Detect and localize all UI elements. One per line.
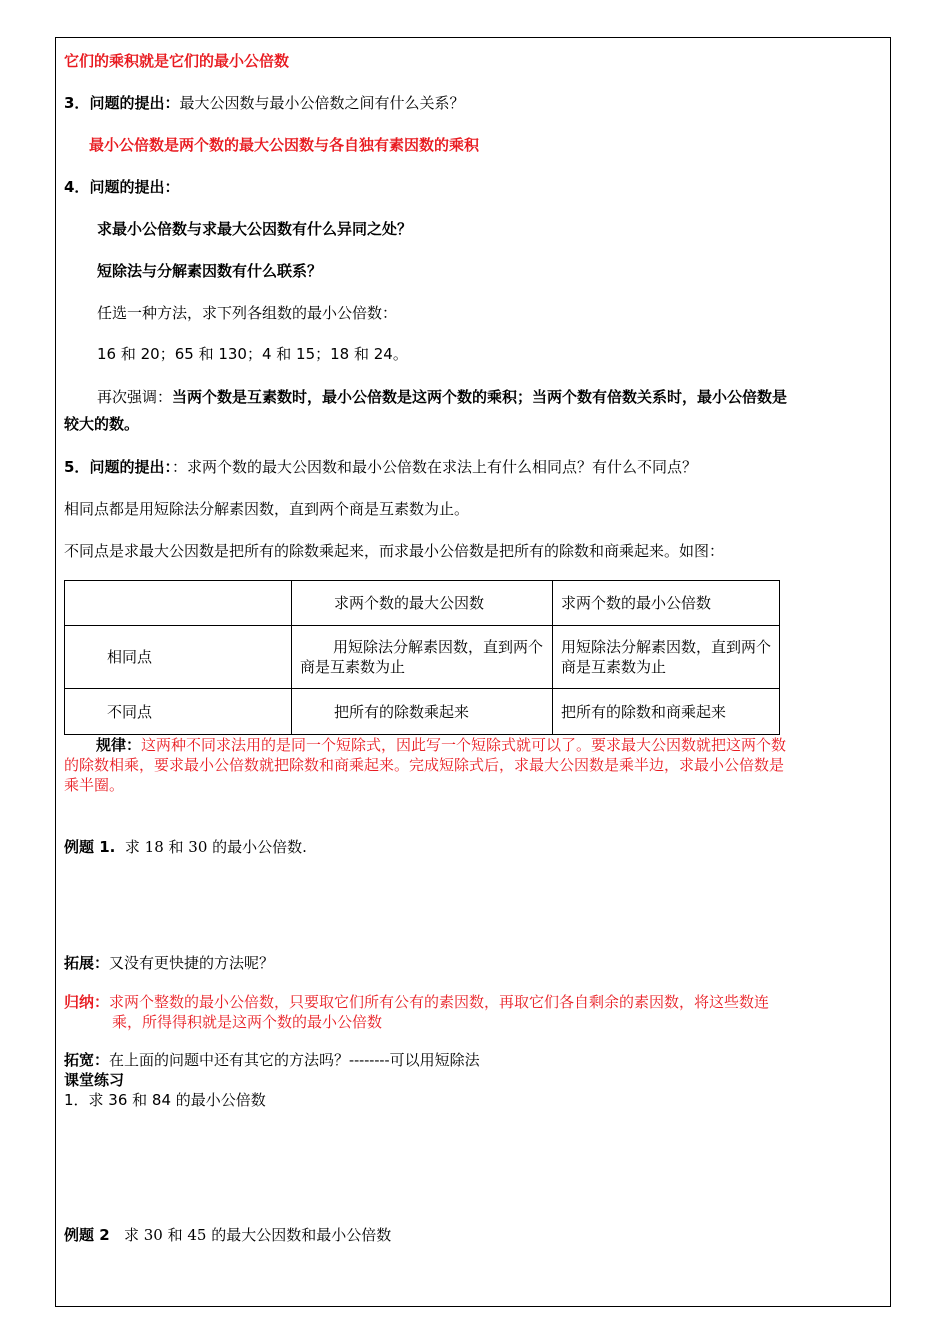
question-3: [64, 93, 464, 113]
q5-text: ：求两个数的最大公因数和最小公倍数在求法上有什么相同点？有什么不同点？: [171, 458, 697, 476]
summary-line-1: [64, 992, 769, 1012]
question-4a: 求最小公倍数与求最大公因数有什么异同之处？: [97, 220, 413, 238]
table-cell: 用短除法分解素因数，直到两个商是互素数为止: [553, 626, 780, 689]
table-cell: 用短除法分解素因数，直到两个商是互素数为止: [292, 626, 553, 689]
ex2-text: 求 30 和 45 的最大公因数和最小公倍数: [123, 1226, 392, 1244]
expand-label: 拓展：: [64, 954, 110, 972]
example-1: [64, 837, 307, 857]
table-header-lcm: 求两个数的最小公倍数: [553, 581, 780, 626]
stress-text-1: 当两个数是互素数时，最小公倍数是这两个数的乘积；当两个数有倍数关系时，最小公倍数是: [172, 388, 788, 406]
rule-line-3: 乘半圈。: [64, 776, 125, 794]
q3-label: 问题的提出：: [89, 94, 180, 112]
ex1-text: 求 18 和 30 的最小公倍数.: [124, 838, 307, 856]
rule-label: 规律：: [96, 736, 142, 754]
summary-label: 归纳：: [64, 993, 110, 1011]
table-header-row: [65, 581, 780, 626]
example-2: [64, 1225, 391, 1245]
table-header-gcd: 求两个数的最大公因数: [292, 581, 553, 626]
q4-label: 问题的提出：: [89, 178, 180, 196]
ex1-label: 例题 1.: [64, 838, 116, 856]
stress-label: 再次强调：: [97, 388, 173, 406]
question-5: [64, 457, 697, 477]
table-cell-same-label: 相同点: [65, 626, 292, 689]
stress-line-2: 较大的数。: [64, 415, 140, 433]
table-row: [65, 689, 780, 735]
table-row: [65, 626, 780, 689]
task-text: 任选一种方法，求下列各组数的最小公倍数：: [97, 304, 398, 322]
rule-line-1: [96, 735, 786, 755]
table-cell-diff-label: 不同点: [65, 689, 292, 735]
rule-text-1: 这两种不同求法用的是同一个短除式，因此写一个短除式就可以了。要求最大公因数就把这两个数: [141, 736, 787, 754]
practice-title: 课堂练习: [64, 1071, 125, 1089]
q5-label: 问题的提出：: [89, 458, 172, 476]
broaden-label: 拓宽：: [64, 1051, 110, 1069]
expand-line: [64, 953, 274, 973]
q5-num: 5．: [64, 458, 90, 476]
diff-point-text: 不同点是求最大公因数是把所有的除数乘起来，而求最小公倍数是把所有的除数和商乘起来。如图：: [64, 542, 725, 560]
practice-item-1: 1．求 36 和 84 的最小公倍数: [64, 1091, 266, 1109]
broaden-line: [64, 1050, 480, 1070]
number-groups: 16 和 20；65 和 130；4 和 15；18 和 24。: [97, 345, 408, 363]
same-point-text: 相同点都是用短除法分解素因数，直到两个商是互素数为止。: [64, 500, 470, 518]
rule-line-2: 的除数相乘，要求最小公倍数就把除数和商乘起来。完成短除式后，求最大公因数是乘半边，求最小公倍数是: [64, 756, 785, 774]
q4-num: 4．: [64, 178, 90, 196]
ex2-label: 例题 2: [64, 1226, 110, 1244]
line-product: 它们的乘积就是它们的最小公倍数: [64, 52, 290, 70]
summary-text-1: 求两个整数的最小公倍数，只要取它们所有公有的素因数，再取它们各自剩余的素因数，将这些数连: [109, 993, 770, 1011]
summary-line-2: 乘，所得得积就是这两个数的最小公倍数: [112, 1013, 383, 1031]
expand-text: 又没有更快捷的方法呢？: [109, 954, 275, 972]
comparison-table: [64, 580, 780, 735]
q3-text: 最大公因数与最小公倍数之间有什么关系？: [179, 94, 465, 112]
question-4b: 短除法与分解素因数有什么联系？: [97, 262, 323, 280]
stress-line-1: [97, 387, 787, 407]
q3-num: 3．: [64, 94, 90, 112]
table-cell: [65, 581, 292, 626]
answer-3: 最小公倍数是两个数的最大公因数与各自独有素因数的乘积: [89, 136, 480, 154]
question-4: [64, 177, 179, 197]
table-cell: 把所有的除数乘起来: [292, 689, 553, 735]
table-cell: 把所有的除数和商乘起来: [553, 689, 780, 735]
broaden-text: 在上面的问题中还有其它的方法吗？--------可以用短除法: [109, 1051, 480, 1069]
